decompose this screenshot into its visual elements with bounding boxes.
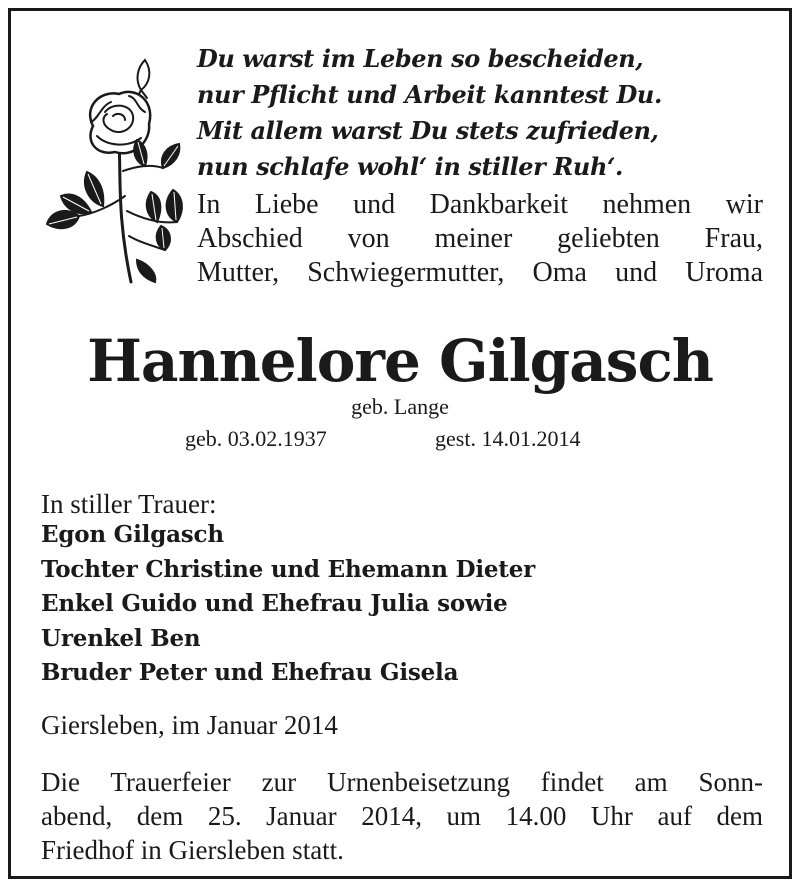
intro-line: Mutter, Schwiegermutter, Oma und Uroma (197, 257, 763, 288)
mourning-label: In stiller Trauer: (41, 489, 217, 519)
farewell-intro (197, 188, 763, 290)
poem-line: nur Pflicht und Arbeit kanntest Du. (197, 80, 662, 109)
obituary-card (8, 8, 792, 879)
place-and-date: Giersleben, im Januar 2014 (41, 710, 338, 740)
mourner-line: Enkel Guido und Ehefrau Julia sowie (41, 590, 508, 617)
rose-icon (41, 46, 191, 286)
ceremony-line: abend, dem 25. Januar 2014, um 14.00 Uhr auf dem (41, 801, 763, 831)
poem-line: Du warst im Leben so bescheiden, (197, 44, 644, 73)
ceremony-notice (41, 765, 763, 867)
poem-line: Mit allem warst Du stets zufrieden, (197, 116, 659, 145)
death-date: gest. 14.01.2014 (435, 426, 581, 451)
mourners-list (41, 518, 761, 691)
ceremony-line: Friedhof in Giersleben statt. (41, 835, 344, 865)
intro-line: In Liebe und Dankbarkeit nehmen wir (197, 189, 763, 220)
maiden-name: geb. Lange (351, 394, 449, 419)
mourner-line: Bruder Peter und Ehefrau Gisela (41, 659, 459, 686)
birth-date: geb. 03.02.1937 (185, 426, 327, 451)
ceremony-line: Die Trauerfeier zur Urnenbeisetzung findet am Sonn- (41, 767, 763, 797)
mourner-line: Tochter Christine und Ehemann Dieter (41, 555, 536, 583)
intro-line: Abschied von meiner geliebten Frau, (197, 223, 763, 254)
poem-line: nun schlafe wohl‘ in stiller Ruh‘. (197, 152, 623, 181)
poem-verse (197, 41, 757, 185)
mourner-line: Egon Gilgasch (41, 521, 224, 548)
mourner-line: Urenkel Ben (41, 624, 201, 652)
deceased-name: Hannelore Gilgasch (87, 327, 713, 395)
